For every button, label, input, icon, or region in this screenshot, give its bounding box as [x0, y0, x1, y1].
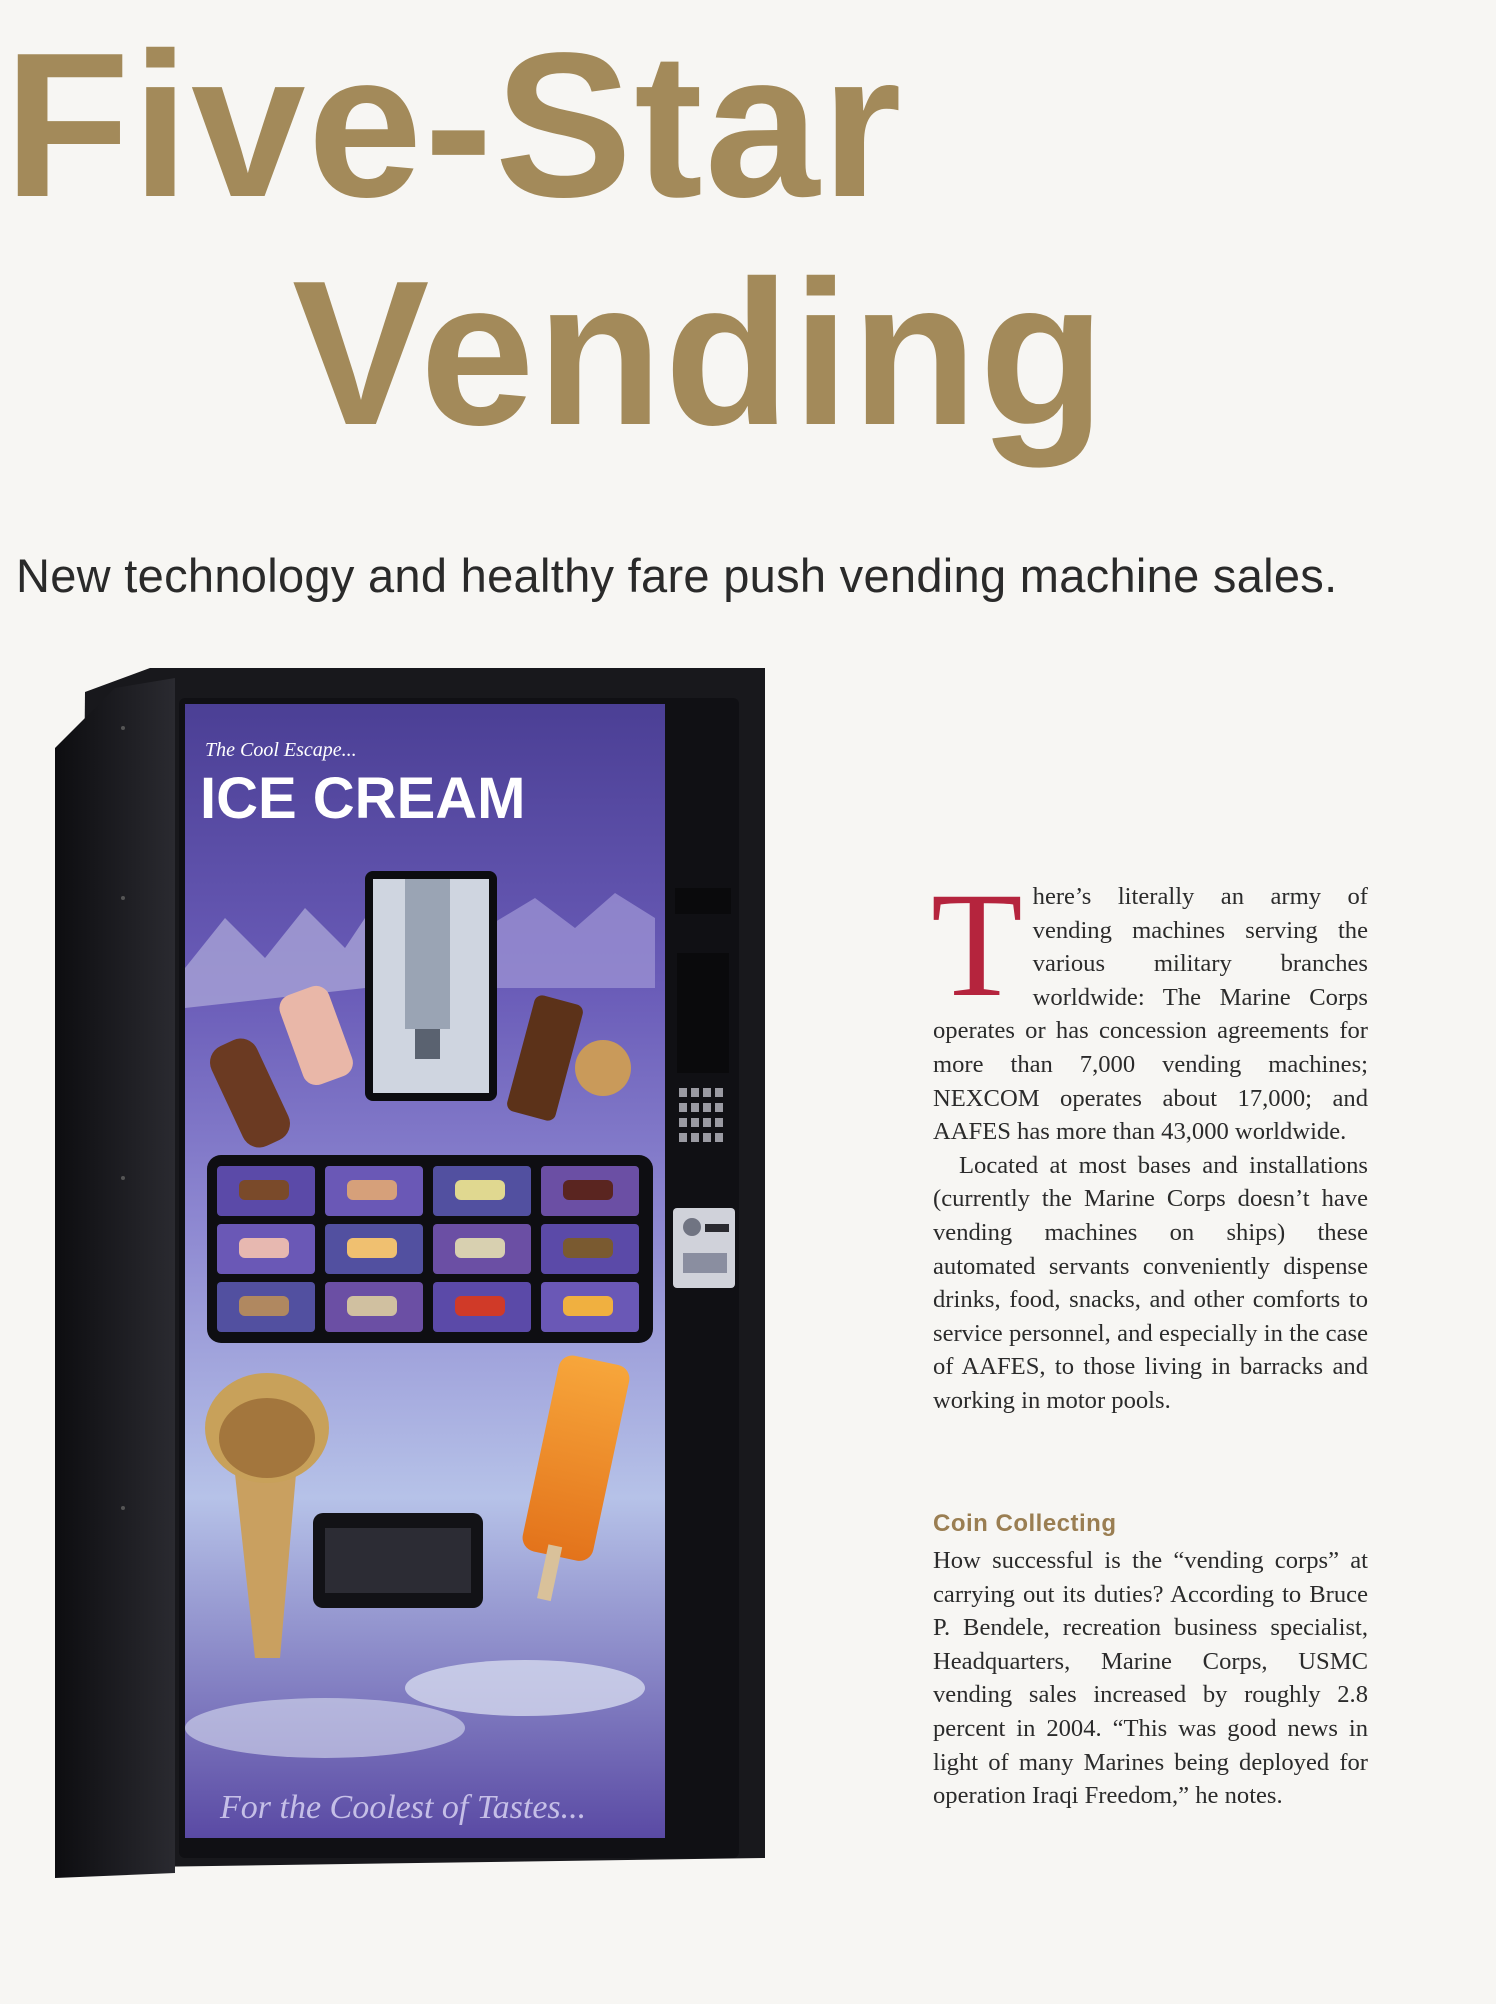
selection-product-image [455, 1238, 505, 1258]
keypad-button [691, 1133, 699, 1142]
paragraph-2: Located at most bases and installations (currently the Marine Corps doesn’t have vending machines on ships) these automated servants conveniently dispense drinks, food, snacks, and other comforts to service personnel, and especially in the case of AAFES, to those living in barracks and working in motor pools. [933, 1151, 1368, 1414]
vending-machine-photo [55, 668, 765, 1878]
keypad-button [715, 1118, 723, 1127]
selection-product-image [239, 1296, 289, 1316]
keypad-button [703, 1133, 711, 1142]
keypad-button [679, 1088, 687, 1097]
keypad-button [691, 1088, 699, 1097]
keypad-button [679, 1118, 687, 1127]
selection-product-image [239, 1238, 289, 1258]
keypad-button [691, 1103, 699, 1112]
keypad-button [703, 1103, 711, 1112]
drop-cap: T [931, 862, 1023, 1028]
machine-tagline-top: The Cool Escape... [205, 739, 357, 761]
keypad-button [703, 1088, 711, 1097]
selection-product-image [347, 1296, 397, 1316]
deck: New technology and healthy fare push vending machine sales. [16, 549, 1338, 602]
keypad-button [703, 1118, 711, 1127]
keypad-button [691, 1118, 699, 1127]
selection-product-image [563, 1296, 613, 1316]
keypad-button [715, 1133, 723, 1142]
selection-product-image [455, 1296, 505, 1316]
selection-product-image [455, 1180, 505, 1200]
article-column-1 [931, 862, 1368, 1418]
selection-product-image [563, 1238, 613, 1258]
machine-tagline-bottom: For the Coolest of Tastes... [220, 1789, 587, 1826]
selection-product-image [239, 1180, 289, 1200]
headline-line-2: Vending [292, 238, 1108, 468]
keypad-button [715, 1103, 723, 1112]
paragraph-1-text: here’s literally an army of vending machines serving the various military branches worldwide: The Marine Corps operates or has concession agreements for more than 7,000 vending machines; NEXCOM operates about 17,000; and AAFES has more than 43,000 worldwide. [933, 883, 1368, 1146]
selection-product-image [563, 1180, 613, 1200]
article-column-2 [933, 1544, 1368, 1813]
machine-brand: ICE CREAM [200, 766, 526, 831]
paragraph-3: How successful is the “vending corps” at carrying out its duties? According to Bruce P. Bendele, recreation business specialist, Headquarters, Marine Corps, USMC vending sales increased by roughly 2.8 percent in 2004. “This was good news in light of many Marines being deployed for operation Iraqi Freedom,” he notes. [933, 1547, 1368, 1810]
keypad-button [715, 1088, 723, 1097]
selection-product-image [347, 1180, 397, 1200]
paragraph-1 [931, 862, 1368, 1149]
keypad-button [679, 1133, 687, 1142]
keypad-button [679, 1103, 687, 1112]
headline-line-1: Five-Star [4, 10, 904, 240]
subhead-coin-collecting: Coin Collecting [933, 1510, 1117, 1537]
selection-product-image [347, 1238, 397, 1258]
